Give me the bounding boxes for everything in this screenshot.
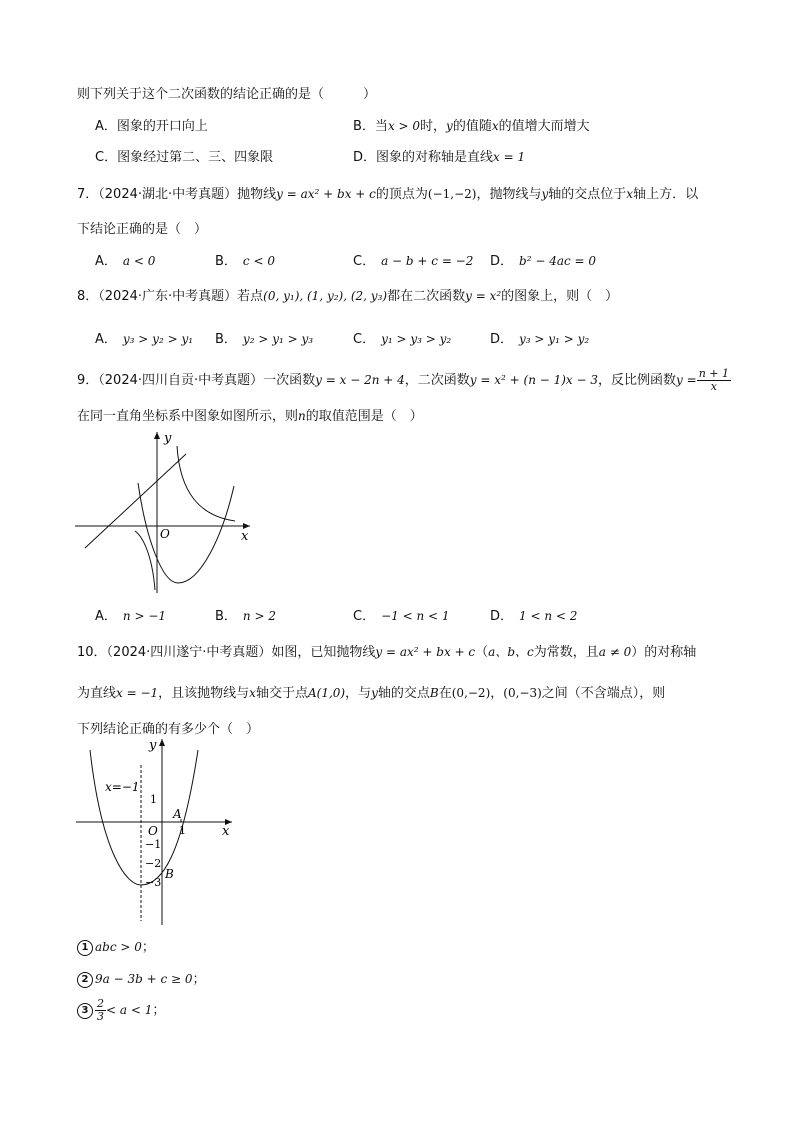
stem-text: 轴交于点 xyxy=(255,686,308,701)
stem-text: ）的对称轴 xyxy=(631,645,697,660)
option-label: D． xyxy=(490,332,514,347)
tick-label: −3 xyxy=(145,876,162,889)
stem-text: 之间（不含端点），则 xyxy=(541,686,666,701)
option-math: 1 < n < 2 xyxy=(519,609,578,623)
q9-stem-line2 xyxy=(77,405,423,424)
q10-stem xyxy=(77,641,696,660)
option-label: A． xyxy=(95,609,117,624)
option-text: 图象经过第二、三、四象限 xyxy=(117,150,274,165)
fraction-denominator: x xyxy=(710,380,717,393)
stem-text: 在 xyxy=(438,686,452,701)
q10-conclusion-2 xyxy=(77,968,206,988)
stem-math: a、b、c xyxy=(488,645,534,659)
stem-math: y xyxy=(541,187,549,201)
stem-text: 抛物线 xyxy=(237,187,277,202)
tick-label: −1 xyxy=(145,838,162,851)
stem-text: （ xyxy=(475,645,489,660)
x-axis-label: x xyxy=(241,529,249,544)
conclusion-math: < a < 1 xyxy=(106,1003,153,1017)
stem-text: 一次函数 xyxy=(263,373,316,388)
q9-graph xyxy=(70,428,260,598)
stem-text: 在同一直角坐标系中图象如图所示，则 xyxy=(77,409,299,424)
tick-label: 1 xyxy=(150,793,157,806)
q9-stem xyxy=(77,368,731,393)
option-text: 当 xyxy=(374,119,388,134)
option-label: D． xyxy=(353,150,377,165)
stem-math: n xyxy=(298,409,306,423)
conclusion-math: abc > 0 xyxy=(95,940,142,954)
option-math: x > 0 xyxy=(387,119,421,133)
option-math: a < 0 xyxy=(122,254,156,268)
stem-text: 若点 xyxy=(237,289,264,304)
y-axis-arrow xyxy=(159,739,165,746)
option-label: C． xyxy=(353,254,376,269)
x-tick-label: 1 xyxy=(179,824,186,837)
stem-math: y = x² xyxy=(465,289,502,303)
stem-text: 为直线 xyxy=(77,686,117,701)
parabola xyxy=(90,750,198,885)
option-text: 图象的开口向上 xyxy=(116,119,208,134)
stem-math: (0, y₁), (1, y₂), (2, y₃) xyxy=(263,289,388,303)
stem-text: 都在二次函数 xyxy=(387,289,466,304)
origin-label: O xyxy=(160,527,170,541)
stem-math: x xyxy=(626,187,634,201)
axis-of-symmetry-label: x=−1 xyxy=(105,780,140,794)
stem-math: x xyxy=(249,686,256,700)
option-label: B． xyxy=(215,254,237,269)
q7-stem-line2: 下结论正确的是（ ） xyxy=(77,222,208,237)
fraction-numerator: 2 xyxy=(97,997,104,1010)
option-label: C． xyxy=(353,609,376,624)
q8-option-d[interactable] xyxy=(490,328,589,347)
stem-text: 的顶点为 xyxy=(375,187,428,202)
q7-option-a[interactable] xyxy=(95,250,155,269)
q9-option-a[interactable] xyxy=(95,605,166,624)
stem-text: 的取值范围是（ ） xyxy=(305,409,423,424)
stem-math: (−1,−2) xyxy=(427,187,477,201)
hyperbola-branch-q3 xyxy=(135,531,155,590)
question-source: （2024·四川遂宁·中考真题） xyxy=(106,645,272,660)
option-math: −1 < n < 1 xyxy=(381,609,450,623)
stem-math: y xyxy=(371,686,378,700)
q7-option-c[interactable] xyxy=(353,250,473,269)
stem-math: x = −1 xyxy=(116,686,159,700)
y-axis-arrow xyxy=(154,432,160,439)
q8-stem xyxy=(77,285,618,304)
q10-stem-line2 xyxy=(77,682,665,701)
circled-number: 2 xyxy=(77,972,93,988)
q7-stem xyxy=(77,183,698,202)
stem-text: 轴的交点位于 xyxy=(548,187,627,202)
option-label: D． xyxy=(490,609,514,624)
linear-function-line xyxy=(85,454,186,548)
stem-math: A(1,0) xyxy=(307,686,346,700)
option-label: D． xyxy=(490,254,514,269)
option-math: n > 2 xyxy=(242,609,276,623)
option-math: y xyxy=(446,119,453,133)
stem-math: y = xyxy=(676,373,697,387)
stem-text: ，抛物线与 xyxy=(476,187,542,202)
circled-number: 3 xyxy=(77,1003,93,1019)
option-label: C． xyxy=(353,332,376,347)
stem-math: y = x − 2n + 4 xyxy=(315,373,405,387)
q10-stem-line3: 下列结论正确的有多少个（ ） xyxy=(77,722,260,737)
question-source: （2024·湖北·中考真题） xyxy=(98,187,238,202)
q10-graph xyxy=(72,735,242,927)
stem-math: y = ax² + bx + c xyxy=(375,645,476,659)
option-math: y₁ > y₃ > y₂ xyxy=(381,332,452,346)
stem-text: 如图，已知抛物线 xyxy=(271,645,376,660)
option-text: 图象的对称轴是直线 xyxy=(376,150,494,165)
stem-text: ，且该抛物线与 xyxy=(158,686,250,701)
option-text: 时， xyxy=(420,119,447,134)
stem-math: y = x² + (n − 1)x − 3 xyxy=(469,373,599,387)
option-math: y₃ > y₁ > y₂ xyxy=(519,332,590,346)
stem-text: ，与 xyxy=(345,686,372,701)
option-math: c < 0 xyxy=(242,254,275,268)
option-label: A． xyxy=(95,119,117,134)
y-axis-label: y xyxy=(149,738,157,753)
stem-text: 为常数，且 xyxy=(533,645,599,660)
q10-conclusion-1 xyxy=(77,936,155,956)
conclusion-fraction xyxy=(95,998,106,1023)
option-math: n > −1 xyxy=(122,609,167,623)
q9-option-d[interactable] xyxy=(490,605,577,624)
stem-math: y = ax² + bx + c xyxy=(276,187,376,201)
q8-option-a[interactable] xyxy=(95,328,193,347)
q8-option-c[interactable] xyxy=(353,328,451,347)
q6-option-c[interactable] xyxy=(95,146,273,165)
q6-option-b[interactable] xyxy=(353,115,590,134)
fraction-denominator: 3 xyxy=(97,1010,104,1023)
reciprocal-fraction xyxy=(697,368,731,393)
conclusion-tail: ； xyxy=(152,1003,166,1018)
option-text: 的值增大而增大 xyxy=(498,119,590,134)
stem-text: ，反比例函数 xyxy=(598,373,677,388)
option-math: y₃ > y₂ > y₁ xyxy=(122,332,194,346)
fraction-numerator: n + 1 xyxy=(698,367,729,380)
circled-number: 1 xyxy=(77,940,93,956)
option-label: B． xyxy=(215,609,237,624)
stem-text: 的图象上，则（ ） xyxy=(501,289,619,304)
q9-option-c[interactable] xyxy=(353,605,450,624)
stem-math: B xyxy=(429,686,439,700)
point-a-label: A xyxy=(173,807,182,821)
option-label: A． xyxy=(95,332,117,347)
option-math: y₂ > y₁ > y₃ xyxy=(242,332,314,346)
option-math: a − b + c = −2 xyxy=(381,254,474,268)
q7-option-b[interactable] xyxy=(215,250,275,269)
stem-math: (0,−3) xyxy=(503,686,542,700)
tick-label: −2 xyxy=(145,857,162,870)
q9-option-b[interactable] xyxy=(215,605,276,624)
stem-text: 轴上方．以 xyxy=(633,187,699,202)
y-axis-label: y xyxy=(164,431,172,446)
conclusion-tail: ； xyxy=(192,972,206,987)
q6-option-a[interactable] xyxy=(95,115,208,134)
option-label: C． xyxy=(95,150,118,165)
option-label: A． xyxy=(95,254,117,269)
option-label: B． xyxy=(353,119,375,134)
hyperbola-branch-q1 xyxy=(177,446,235,521)
q6-option-d[interactable] xyxy=(353,146,525,165)
conclusion-math: 9a − 3b + c ≥ 0 xyxy=(95,972,193,986)
option-math: x = 1 xyxy=(493,150,526,164)
option-math: b² − 4ac = 0 xyxy=(519,254,597,268)
question-source: （2024·四川自贡·中考真题） xyxy=(98,373,264,388)
question-number: 9． xyxy=(77,373,99,388)
option-math: x xyxy=(491,119,499,133)
stem-math: (0,−2) xyxy=(451,686,491,700)
question-number: 8． xyxy=(77,289,99,304)
stem-text: 轴的交点 xyxy=(377,686,430,701)
option-text: 的值随 xyxy=(452,119,492,134)
q10-conclusion-3 xyxy=(77,998,165,1023)
question-number: 7． xyxy=(77,187,99,202)
stem-math: a ≠ 0 xyxy=(598,645,632,659)
question-source: （2024·广东·中考真题） xyxy=(98,289,238,304)
question-number: 10． xyxy=(77,645,107,660)
q6-stem: 则下列关于这个二次函数的结论正确的是（ ） xyxy=(77,87,377,102)
q7-option-d[interactable] xyxy=(490,250,596,269)
stem-text: ， xyxy=(490,686,504,701)
option-label: B． xyxy=(215,332,237,347)
point-b-label: B xyxy=(165,867,174,881)
x-axis-label: x xyxy=(222,824,230,839)
conclusion-tail: ； xyxy=(141,940,155,955)
stem-text: ，二次函数 xyxy=(404,373,470,388)
origin-label: O xyxy=(148,824,158,838)
q8-option-b[interactable] xyxy=(215,328,313,347)
